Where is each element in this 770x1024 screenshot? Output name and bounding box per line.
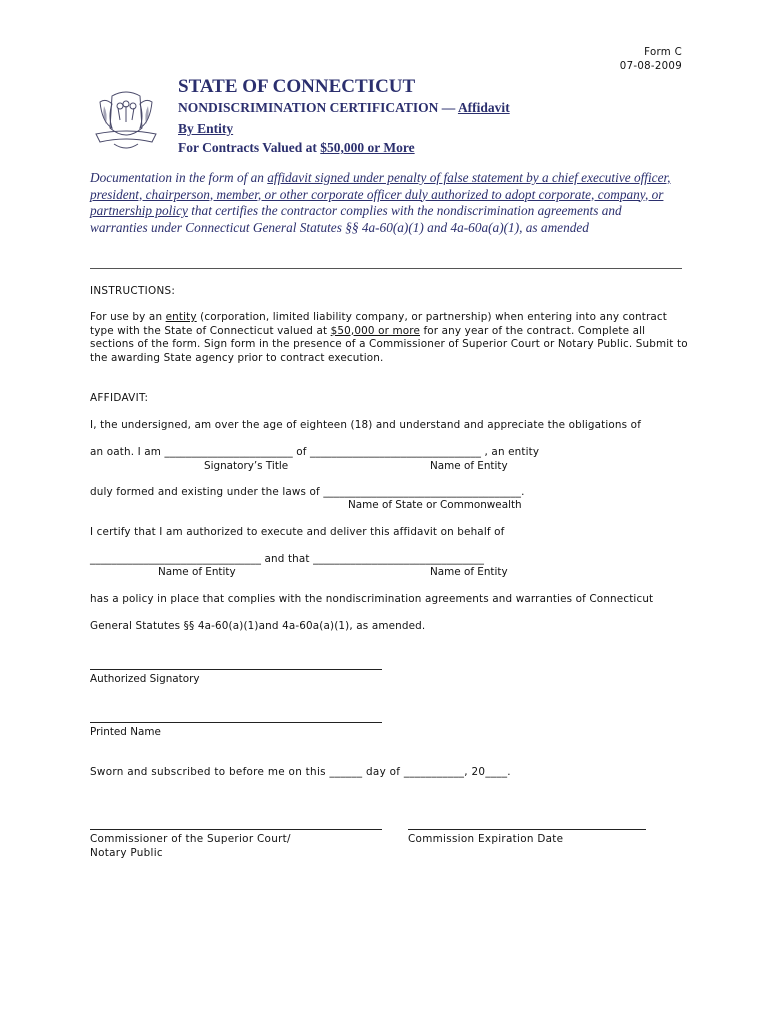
affidavit-line-5: ________________________________ and that ________________________________	[90, 553, 485, 565]
affidavit-label: Affidavit	[457, 100, 510, 115]
affidavit-line-1: I, the undersigned, am over the age of eighteen (18) and understand and appreciate the obligations of	[90, 419, 642, 431]
form-date: 07-08-2009	[619, 61, 682, 72]
form-number: Form C	[644, 47, 682, 58]
affidavit-line-7: General Statutes §§ 4a-60(a)(1)and 4a-60a(a)(1), as amended.	[90, 620, 426, 632]
intro-text-1: Documentation in the form of an	[90, 170, 268, 185]
entity-name-label-3: Name of Entity	[430, 566, 508, 578]
connecticut-state-seal-icon	[90, 88, 162, 154]
expiration-date-line[interactable]	[408, 829, 646, 830]
affidavit-line-4: I certify that I am authorized to execute and deliver this affidavit on behalf of	[90, 526, 505, 538]
commissioner-label: Commissioner of the Superior Court/	[90, 833, 291, 845]
subtitle-text: NONDISCRIMINATION CERTIFICATION —	[178, 100, 458, 115]
instructions-entity: entity	[165, 311, 197, 323]
value-prefix: For Contracts Valued at	[178, 140, 321, 155]
sworn-statement: Sworn and subscribed to before me on this ______ day of ___________, 20____.	[90, 766, 511, 778]
instructions-amount: $50,000 or more	[330, 324, 421, 337]
entity-name-label: Name of Entity	[430, 460, 508, 472]
printed-name-label: Printed Name	[90, 726, 161, 738]
value-amount: $50,000 or More	[320, 140, 415, 155]
authorized-signatory-label: Authorized Signatory	[90, 673, 200, 685]
contract-value-heading	[178, 140, 415, 156]
divider	[90, 268, 682, 269]
signatory-title-label: Signatory’s Title	[204, 460, 289, 472]
certification-subtitle	[178, 100, 510, 116]
by-entity-label: By Entity	[178, 121, 234, 136]
instructions-text	[90, 311, 690, 365]
affidavit-heading: AFFIDAVIT:	[90, 392, 149, 404]
printed-name-line[interactable]	[90, 722, 382, 723]
affidavit-line-6: has a policy in place that complies with the nondiscrimination agreements and warranties of Connecticut	[90, 593, 654, 605]
intro-underlined: affidavit signed under penalty of false statement by a chief executive officer, president, chairperson, member, or other corporate officer duly authorized to adopt corporate, company, or partnership policy	[90, 170, 671, 218]
intro-paragraph	[90, 170, 682, 236]
instructions-part-b: (corporation, limited liability company, or partnership) when entering into any contract type with the State of Connecticut valued at	[90, 311, 667, 337]
commissioner-signature-line[interactable]	[90, 829, 382, 830]
notary-label: Notary Public	[90, 847, 163, 859]
state-name-label: Name of State or Commonwealth	[348, 499, 522, 511]
page-title: STATE OF CONNECTICUT	[178, 76, 416, 97]
instructions-part-a: For use by an	[90, 311, 166, 323]
entity-name-label-2: Name of Entity	[158, 566, 236, 578]
authorized-signature-line[interactable]	[90, 669, 382, 670]
intro-text-2: that certifies the contractor complies with the nondiscrimination agreements and warranties under Connecticut General Statutes §§ 4a-60(a)(1) and 4a-60a(a)(1), as amended	[90, 203, 622, 235]
affidavit-line-3: duly formed and existing under the laws of _____________________________________.	[90, 486, 525, 498]
instructions-part-c: for any year of the contract. Complete all sections of the form. Sign form in the presence of a Commissioner of Superior Court or Notary Public. Submit to the awarding State agency prior to contract execution.	[90, 324, 688, 364]
expiration-date-label: Commission Expiration Date	[408, 833, 564, 845]
affidavit-line-2: an oath. I am ________________________ of ________________________________ , an entity	[90, 446, 540, 458]
instructions-heading: INSTRUCTIONS:	[90, 285, 176, 297]
